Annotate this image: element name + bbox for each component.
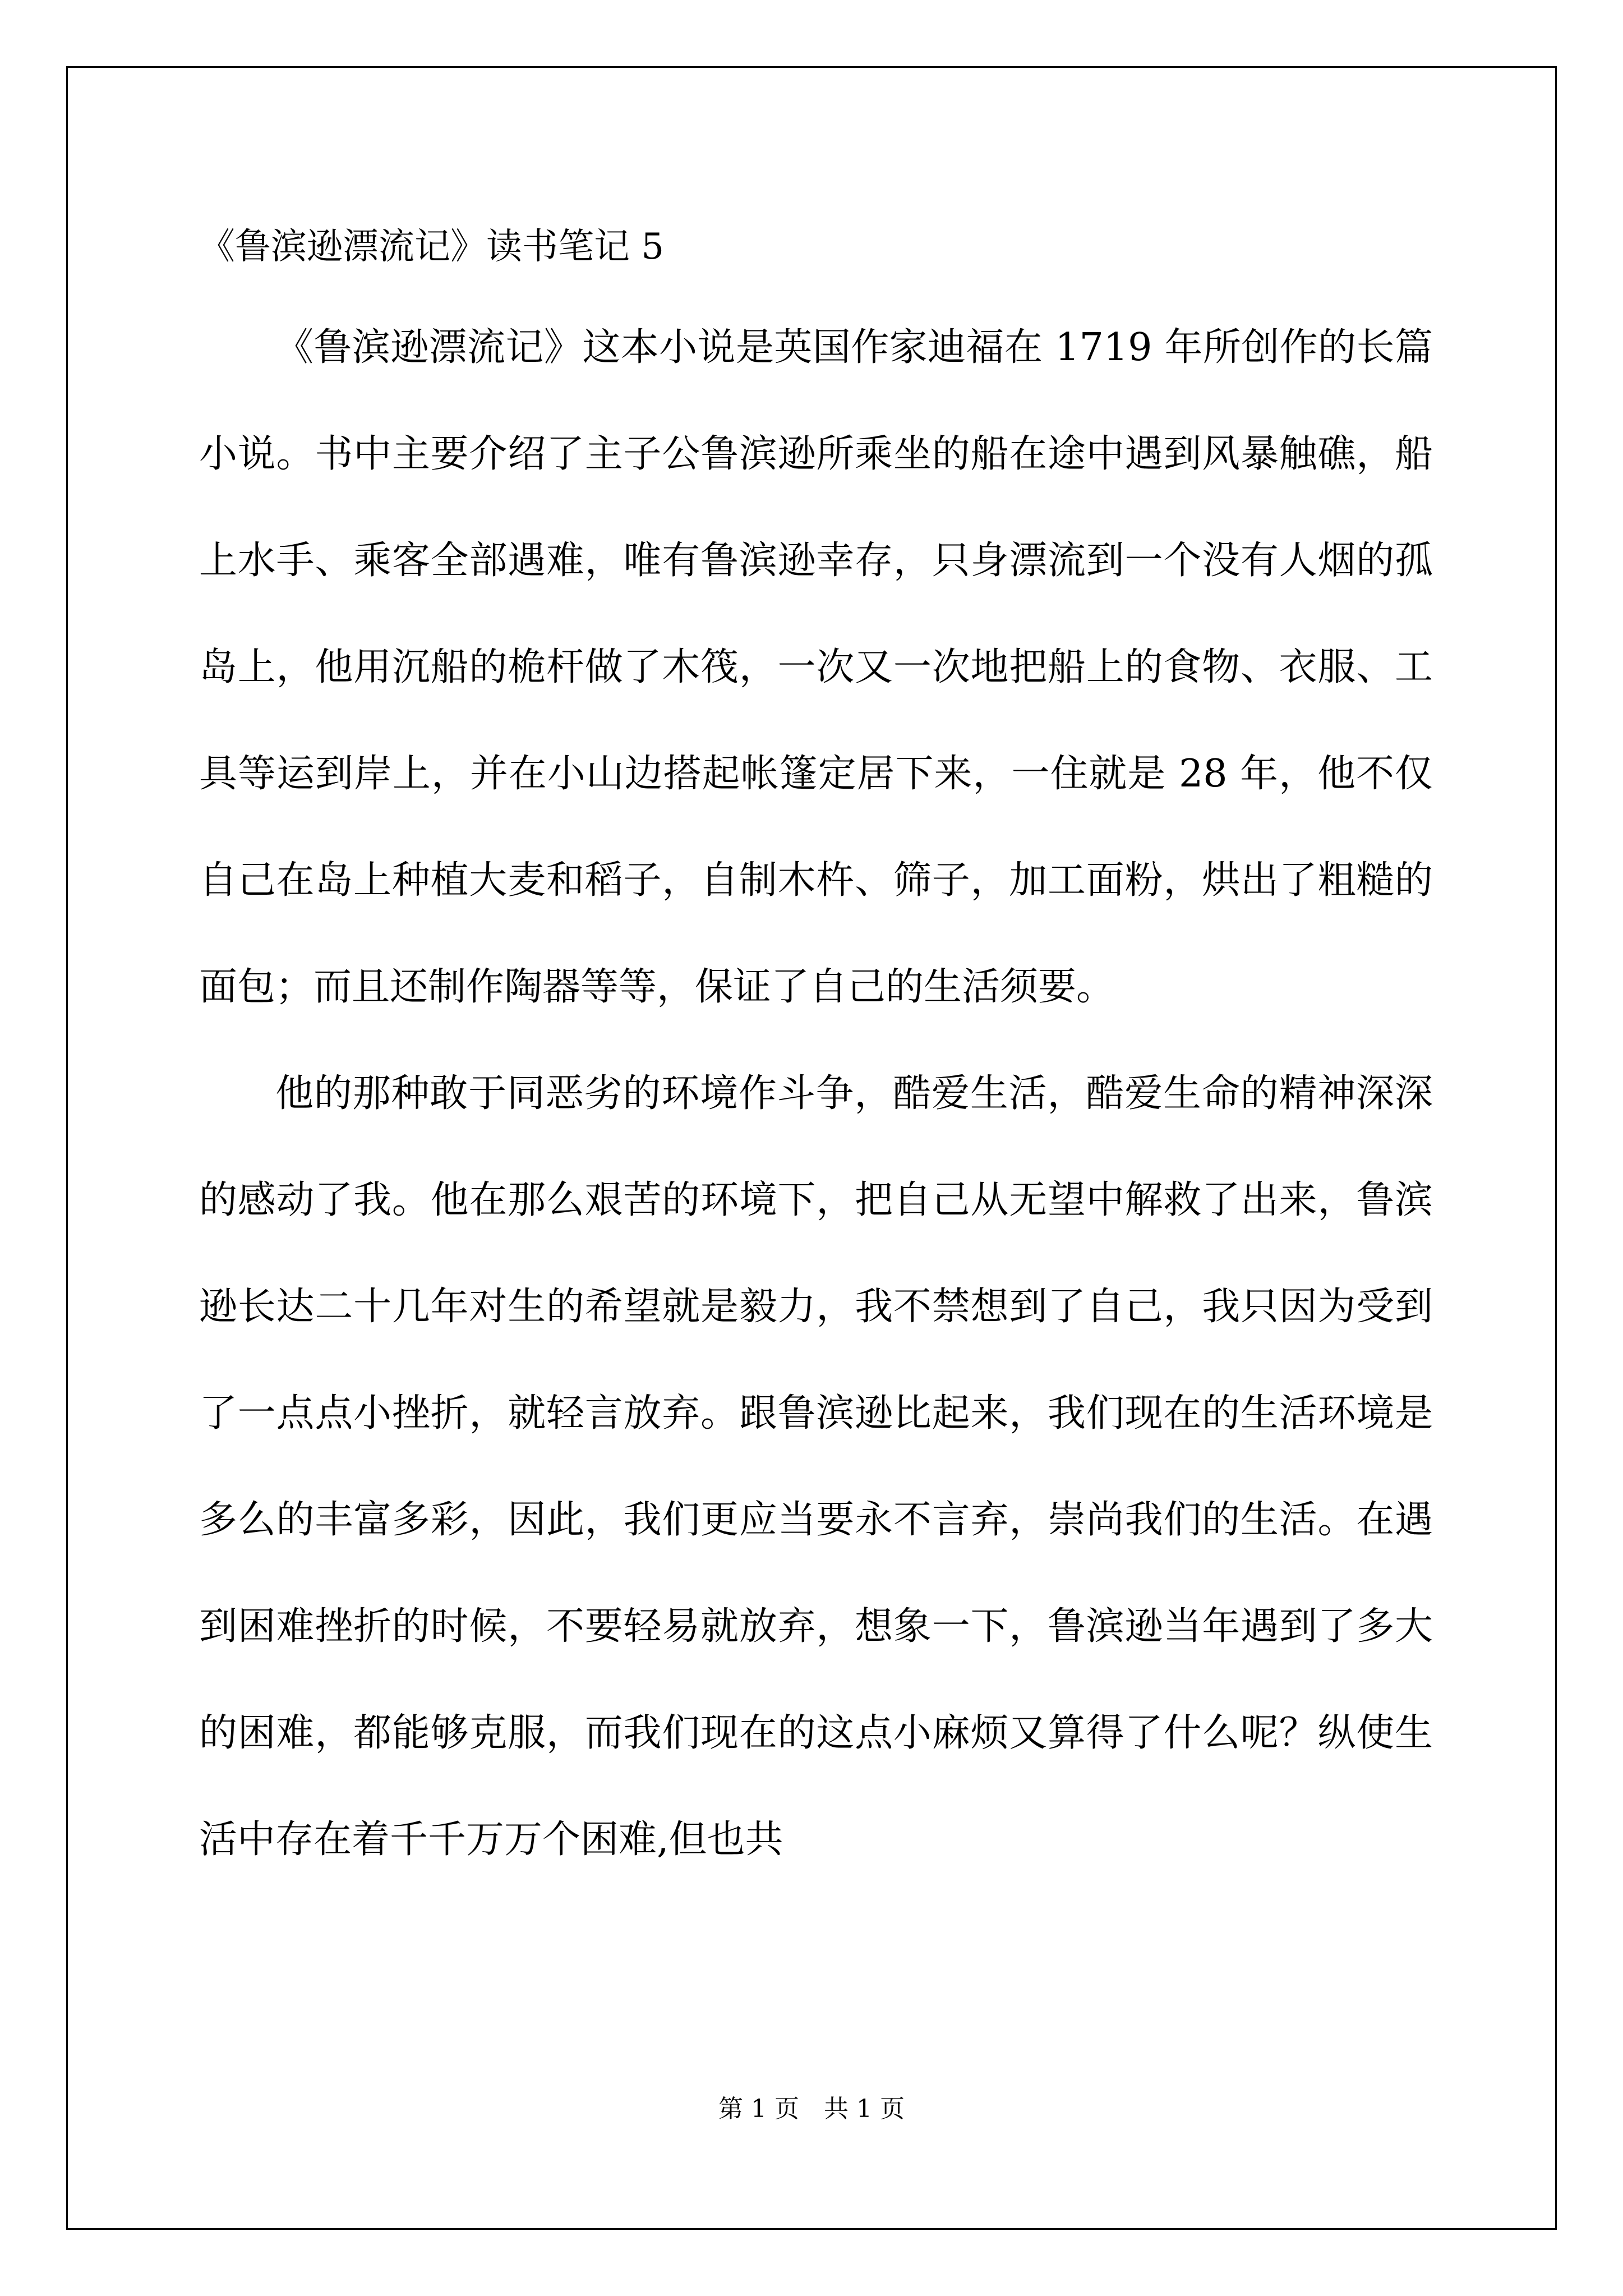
paragraph-1: 《鲁滨逊漂流记》这本小说是英国作家迪福在 1719 年所创作的长篇小说。书中主要介绍了主子公鲁滨逊所乘坐的船在途中遇到风暴触礁，船上水手、乘客全部遇难，唯有鲁滨逊幸存，只身漂流到一个没有人烟的孤岛上，他用沉船的桅杆做了木筏，一次又一次地把船上的食物、衣服、工具等运到岸上，并在小山边搭起帐篷定居下来，一住就是 28 年，他不仅自己在岛上种植大麦和稻子，自制木杵、筛子，加工面粉，烘出了粗糙的面包；而且还制作陶器等等，保证了自己的生活须要。 [199, 325, 1433, 1009]
page-footer [0, 2092, 1623, 2126]
page-number: 第 1 页 [718, 2095, 799, 2123]
document-title: 《鲁滨逊漂流记》读书笔记 5 [199, 226, 665, 268]
page-total: 共 1 页 [824, 2095, 905, 2123]
document-body [199, 295, 1433, 1893]
paragraph-2: 他的那种敢于同恶劣的环境作斗争，酷爱生活，酷爱生命的精神深深的感动了我。他在那么艰苦的环境下，把自己从无望中解救了出来，鲁滨逊长达二十几年对生的希望就是毅力，我不禁想到了自己，我只因为受到了一点点小挫折，就轻言放弃。跟鲁滨逊比起来，我们现在的生活环境是多么的丰富多彩，因此，我们更应当要永不言弃，崇尚我们的生活。在遇到困难挫折的时候，不要轻易就放弃，想象一下，鲁滨逊当年遇到了多大的困难，都能够克服，而我们现在的这点小麻烦又算得了什么呢？纵使生活中存在着千千万万个困难,但也共 [199, 1071, 1433, 1862]
